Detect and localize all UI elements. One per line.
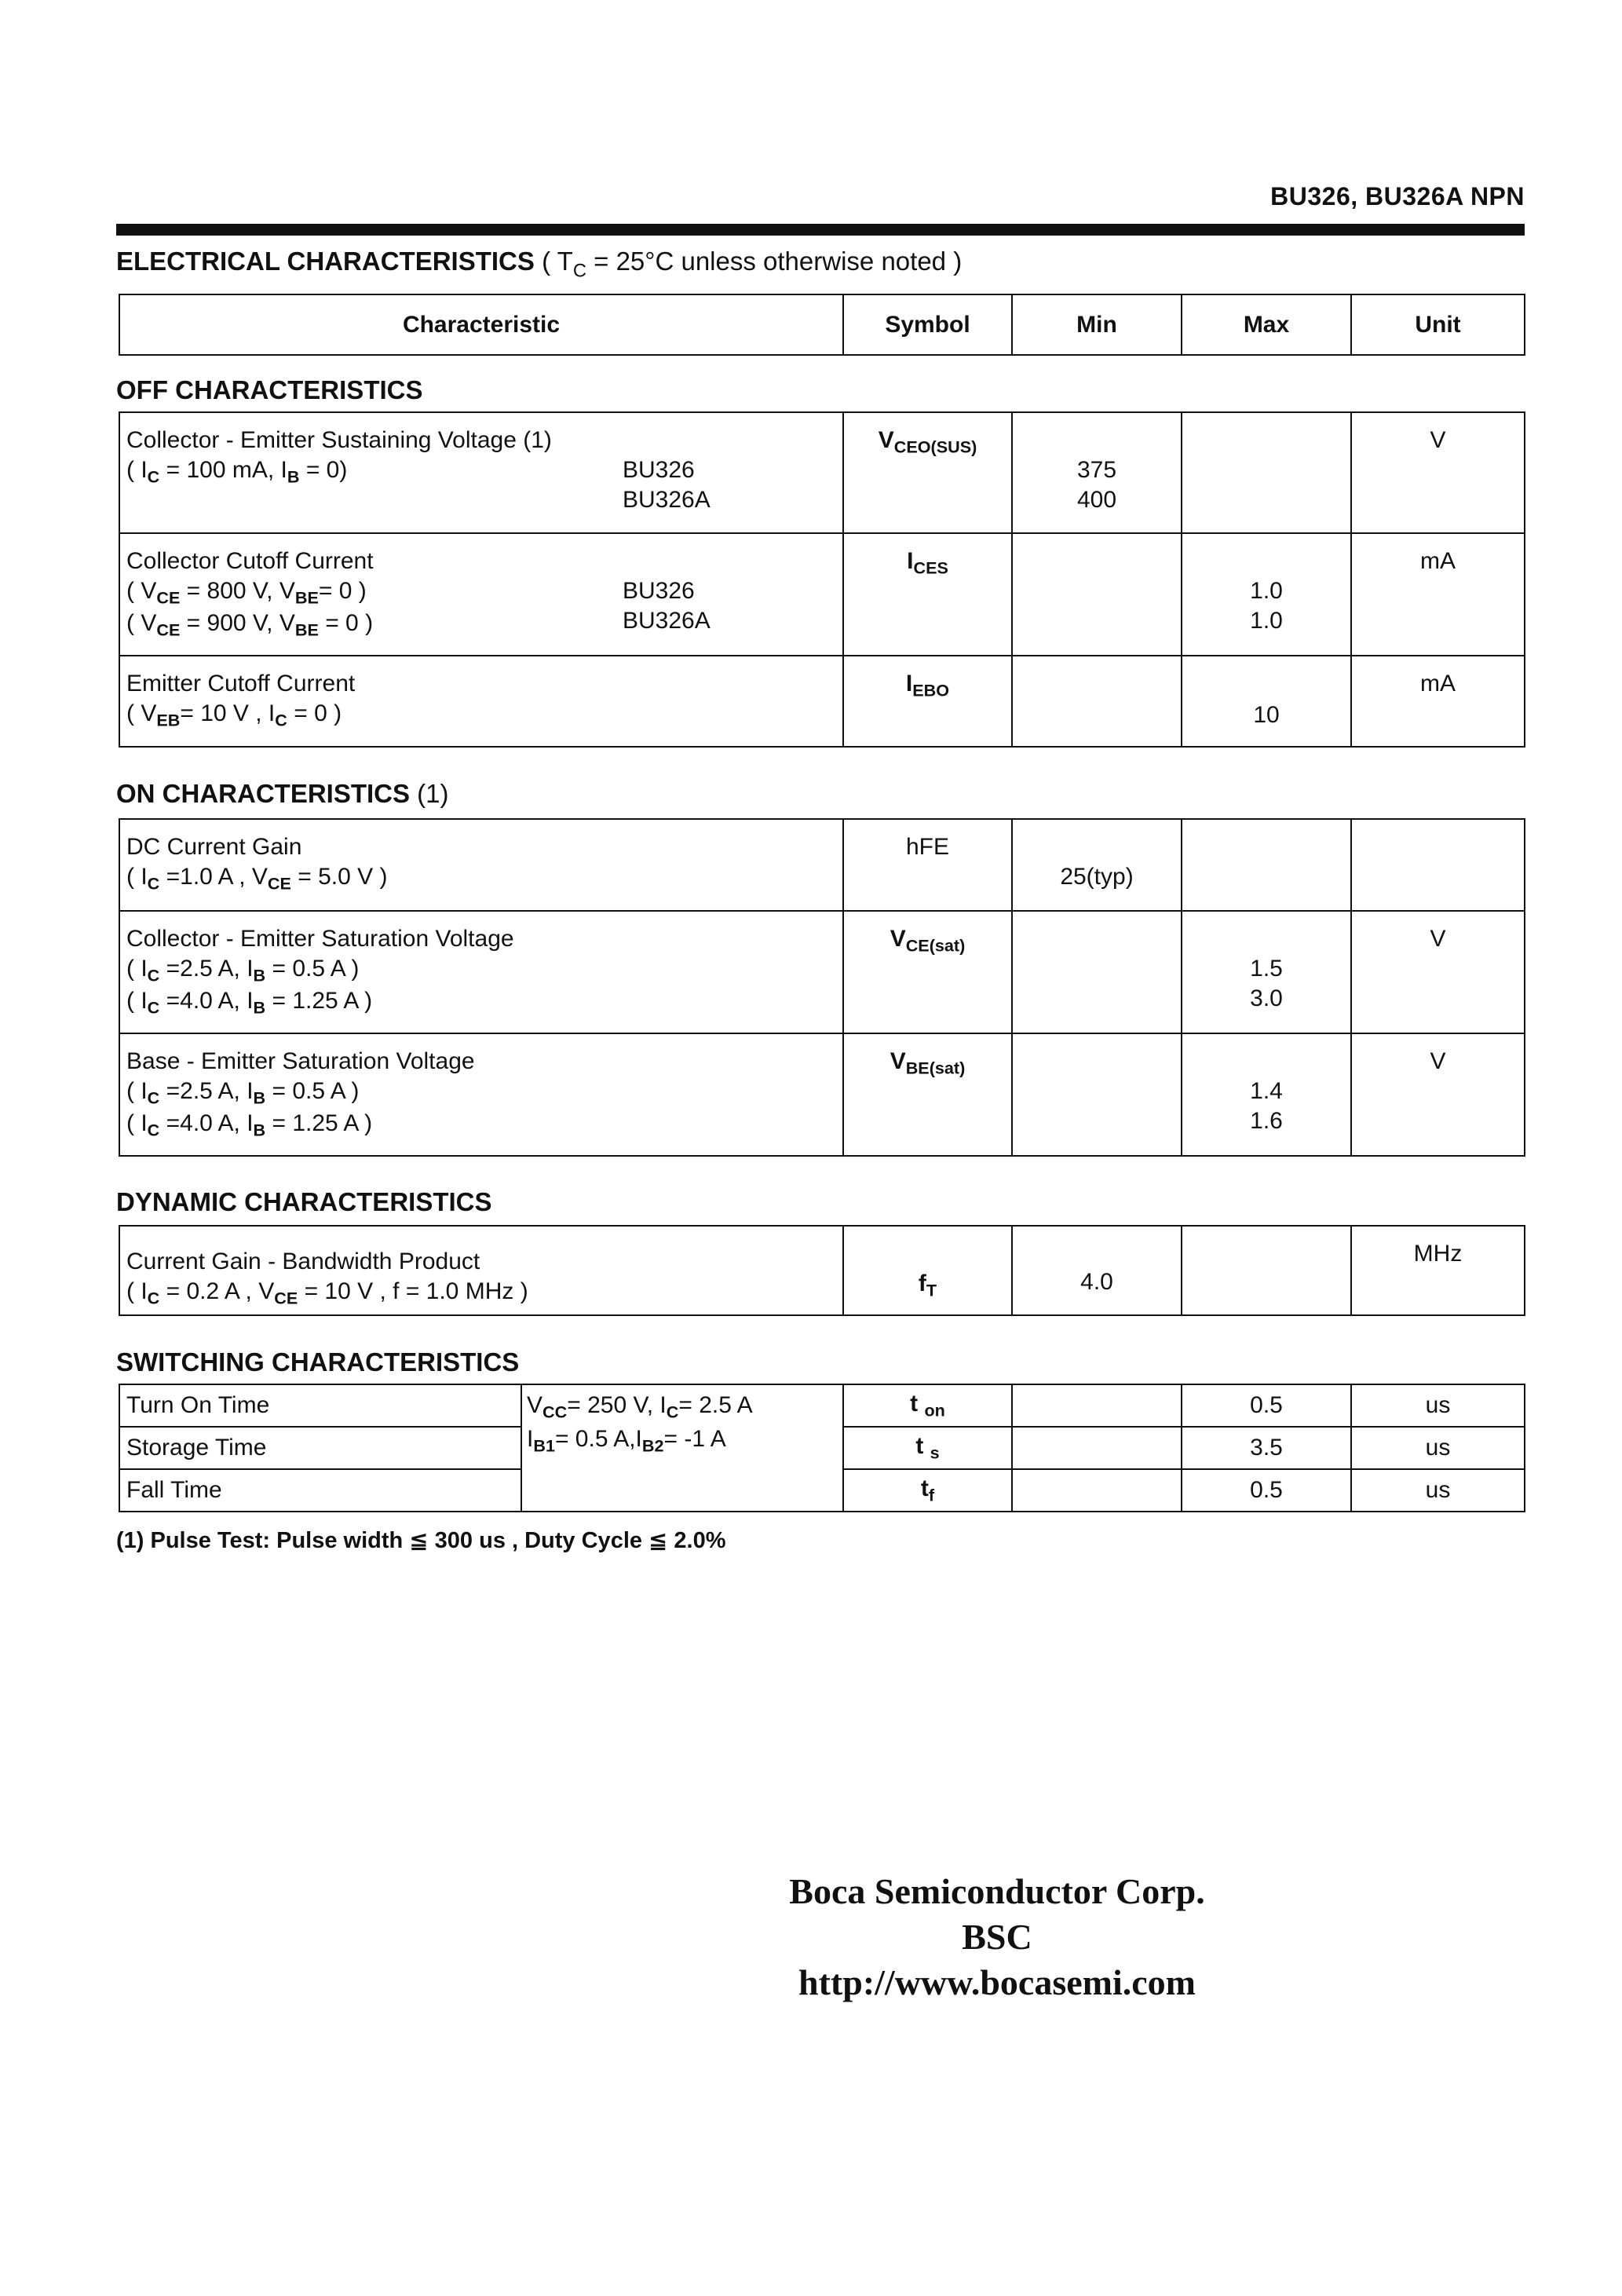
characteristic-cell — [119, 911, 843, 1033]
column-header-table — [119, 294, 1525, 356]
symbol-cell: $I_{CES}$ — [843, 533, 1012, 656]
symbol-cell: $I_{EBO}$ — [843, 656, 1012, 747]
test-condition: ( $I_C =2.5$ A, $I_B = 0.5$ A ) — [126, 1077, 360, 1107]
col-unit: Unit — [1351, 294, 1525, 355]
part-number: BU326 — [623, 457, 695, 483]
off-characteristics-table — [119, 411, 1525, 748]
max-value: 1.0 — [1250, 607, 1283, 634]
unit-cell: mA — [1351, 656, 1525, 747]
min-cell — [1012, 911, 1182, 1033]
col-symbol: Symbol — [843, 294, 1012, 355]
table-row — [119, 533, 1525, 656]
test-condition: ( $I_C =1.0$ A , $V_{CE} = 5.0$ V ) — [126, 863, 388, 893]
test-condition: ( $I_C =2.5$ A, $I_B = 0.5$ A ) — [126, 955, 360, 985]
max-cell — [1182, 819, 1351, 911]
symbol-cell: $t_f$ — [843, 1469, 1012, 1512]
max-value: 1.5 — [1250, 956, 1283, 982]
max-cell — [1182, 1226, 1351, 1315]
min-cell — [1012, 412, 1182, 533]
test-condition: ( $I_C =4.0$ A, $I_B = 1.25$ A ) — [126, 987, 373, 1018]
unit-cell: V — [1351, 1033, 1525, 1156]
unit-cell — [1351, 819, 1525, 911]
max-cell: 0.5 — [1182, 1469, 1351, 1512]
characteristic-name: Collector - Emitter Saturation Voltage — [126, 926, 514, 952]
table-row — [119, 819, 1525, 911]
characteristic-cell — [119, 1226, 843, 1315]
characteristic-name: Collector Cutoff Current — [126, 548, 374, 574]
col-min: Min — [1012, 294, 1182, 355]
min-cell — [1012, 1226, 1182, 1315]
test-condition: ( $V_{EB}= 10$ V , $I_C = 0$ ) — [126, 700, 342, 729]
min-cell — [1012, 1427, 1182, 1469]
max-cell — [1182, 1033, 1351, 1156]
unit-cell: MHz — [1351, 1226, 1525, 1315]
test-condition: $I_{B1}= 0.5$ $A,I_{B2}= -1$ A — [527, 1425, 726, 1455]
unit-cell: mA — [1351, 533, 1525, 656]
characteristic-name: Collector - Emitter Sustaining Voltage (1) — [126, 427, 552, 453]
page-title — [116, 247, 962, 282]
max-value: 1.0 — [1250, 578, 1283, 604]
test-condition: ( $I_C = 100$ mA, $I_B = 0$) — [126, 456, 348, 486]
characteristic-name: Current Gain - Bandwidth Product — [126, 1249, 480, 1274]
dynamic-characteristics-table — [119, 1225, 1525, 1316]
unit-cell: V — [1351, 412, 1525, 533]
table-row — [119, 1384, 1525, 1427]
min-value: 4.0 — [1080, 1269, 1113, 1295]
table-row — [119, 1033, 1525, 1156]
characteristic-cell — [119, 533, 843, 656]
symbol-cell: hFE — [843, 819, 1012, 911]
company-url[interactable]: http://www.bocasemi.com — [798, 1962, 1196, 2002]
max-cell: 3.5 — [1182, 1427, 1351, 1469]
characteristic-name: Turn On Time — [119, 1384, 521, 1427]
max-value: 1.4 — [1250, 1078, 1283, 1104]
min-cell — [1012, 1469, 1182, 1512]
symbol-cell: t $_{on}$ — [843, 1384, 1012, 1427]
company-name: Boca Semiconductor Corp. — [789, 1871, 1205, 1911]
max-value: 3.0 — [1250, 985, 1283, 1011]
characteristic-cell — [119, 819, 843, 911]
test-condition: ( $I_C =4.0$ A, $I_B = 1.25$ A ) — [126, 1110, 373, 1140]
section-on-title: ON CHARACTERISTICS (1) — [116, 779, 449, 808]
table-row — [119, 412, 1525, 533]
symbol-cell: $f_T$ — [843, 1226, 1012, 1315]
symbol-cell: $V_{CE(sat)}$ — [843, 911, 1012, 1033]
test-condition-cell — [521, 1384, 843, 1512]
table-row — [119, 911, 1525, 1033]
min-cell — [1012, 1384, 1182, 1427]
max-cell — [1182, 911, 1351, 1033]
company-abbr: BSC — [962, 1917, 1032, 1957]
test-condition: $V_{CC}= 250$ V, $I_C= 2.5$ A — [527, 1392, 753, 1422]
min-value: 375 — [1076, 457, 1117, 483]
test-condition: ( $I_C = 0.2$ A , $V_{CE} = 10$ V , f = 1.0 MHz ) — [126, 1278, 528, 1307]
part-number: BU326A — [623, 486, 711, 513]
symbol-cell: $V_{CEO(SUS)}$ — [843, 412, 1012, 533]
unit-cell: V — [1351, 911, 1525, 1033]
title-main: ELECTRICAL CHARACTERISTICS — [116, 247, 535, 276]
col-characteristic: Characteristic — [119, 294, 843, 355]
characteristic-cell — [119, 1033, 843, 1156]
min-cell — [1012, 819, 1182, 911]
max-cell — [1182, 412, 1351, 533]
table-row — [119, 656, 1525, 747]
max-value: 1.6 — [1250, 1107, 1283, 1134]
max-cell: 0.5 — [1182, 1384, 1351, 1427]
characteristic-cell — [119, 412, 843, 533]
characteristic-name: DC Current Gain — [126, 834, 302, 860]
characteristic-name: Fall Time — [119, 1469, 521, 1512]
title-condition: ( $T_C = 25^\circ C$ unless otherwise noted ) — [542, 247, 963, 282]
unit-cell: us — [1351, 1384, 1525, 1427]
symbol-cell: t $_s$ — [843, 1427, 1012, 1469]
min-cell — [1012, 533, 1182, 656]
test-condition: ( $V_{CE} = 800$ V, $V_{BE}= 0$ ) — [126, 577, 367, 607]
symbol-cell: $V_{BE(sat)}$ — [843, 1033, 1012, 1156]
min-cell — [1012, 656, 1182, 747]
characteristic-name: Emitter Cutoff Current — [126, 671, 356, 696]
unit-cell: us — [1351, 1469, 1525, 1512]
switching-characteristics-table — [119, 1384, 1525, 1512]
max-cell — [1182, 533, 1351, 656]
part-number: BU326 — [623, 578, 695, 604]
footnote: (1) Pulse Test: Pulse width ≦ 300 us , Duty Cycle ≦ 2.0% — [116, 1528, 726, 1553]
unit-cell: us — [1351, 1427, 1525, 1469]
section-dynamic-title: DYNAMIC CHARACTERISTICS — [116, 1187, 492, 1216]
characteristic-cell — [119, 656, 843, 747]
section-switching-title: SWITCHING CHARACTERISTICS — [116, 1347, 520, 1377]
part-number: BU326A — [623, 607, 711, 634]
max-cell — [1182, 656, 1351, 747]
min-value: 400 — [1076, 486, 1117, 513]
on-characteristics-table — [119, 818, 1525, 1157]
part-numbers-header: BU326, BU326A NPN — [1270, 182, 1525, 210]
characteristic-name: Base - Emitter Saturation Voltage — [126, 1048, 475, 1074]
table-row — [119, 1226, 1525, 1315]
max-value: 10 — [1253, 702, 1280, 728]
section-off-title: OFF CHARACTERISTICS — [116, 375, 423, 404]
min-cell — [1012, 1033, 1182, 1156]
test-condition: ( $V_{CE} = 900$ V, $V_{BE} = 0$ ) — [126, 609, 374, 640]
min-value: 25(typ) — [1060, 864, 1134, 890]
characteristic-name: Storage Time — [119, 1427, 521, 1469]
col-max: Max — [1182, 294, 1351, 355]
header-rule — [116, 224, 1525, 236]
